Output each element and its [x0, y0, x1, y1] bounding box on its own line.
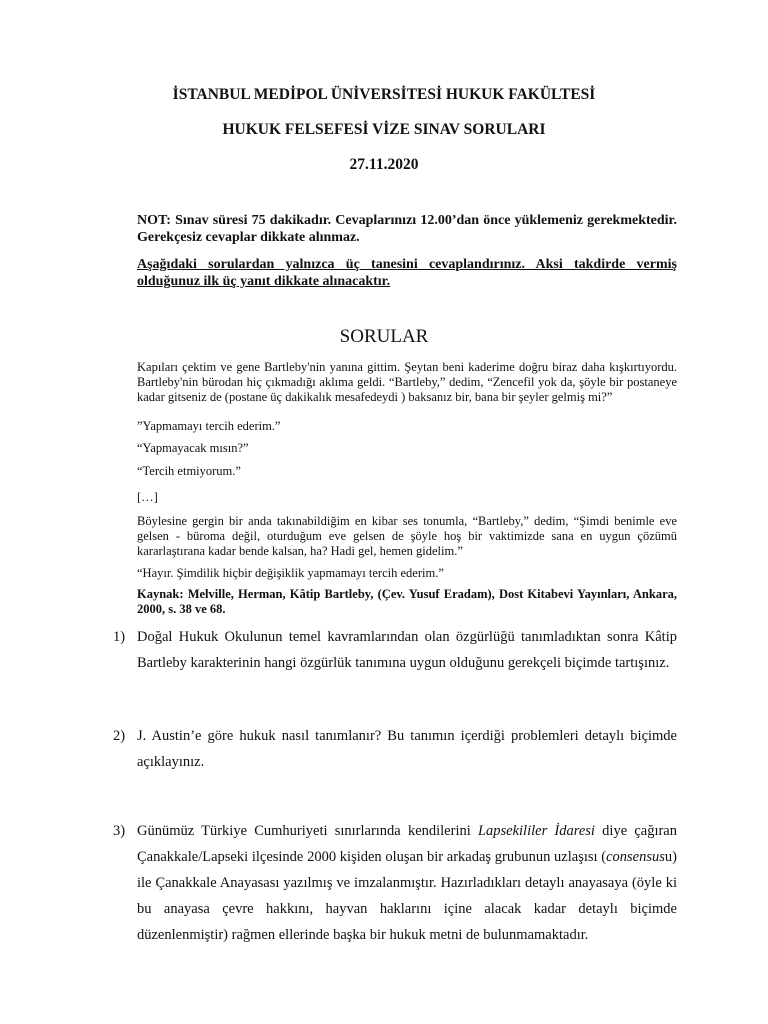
question-number: 1): [113, 629, 126, 645]
question-text: Doğal Hukuk Okulunun temel kavramlarından olan özgürlüğü tanımladıktan sonra Kâtip Bartleby karakterinin hangi özgürlük tanımına uygun olduğunu gerekçeli biçimde tartışınız.: [137, 629, 677, 671]
quote-paragraph: Kapıları çektim ve gene Bartleby'nin yanına gittim. Şeytan beni kaderime doğru biraz daha kışkırtıyordu. Bartleby'nin bürodan hiç çıkmadığı aklıma geldi. “Bartleby,” dedim, “Zencefil yok da, şöyle bir postaneye kadar gitseniz de (postane üç dakikalık mesafedeydi ) baksanız bir, bana bir şeyler gelmiş mi?”: [137, 360, 677, 404]
university-title: İSTANBUL MEDİPOL ÜNİVERSİTESİ HUKUK FAKÜLTESİ: [172, 86, 596, 103]
exam-title: HUKUK FELSEFESİ VİZE SINAV SORULARI: [222, 121, 546, 138]
question-text-part: diye çağıran Çanakkale/Lapseki ilçesinde 2000 kişiden oluşan bir arkadaş grubunun uzlaşısı (: [137, 823, 677, 865]
quote-dialogue: ”Yapmamayı tercih ederim.”: [137, 419, 281, 433]
question-text-part: Günümüz Türkiye Cumhuriyeti sınırlarında kendilerini: [137, 823, 478, 839]
question-text-part: u) ile Çanakkale Anayasası yazılmış ve imzalanmıştır. Hazırladıkları detaylı anayasaya (öyle ki bu anayasa çevre hakkını, hayvan haklarını içine alacak kadar detaylı biçimde düzenlenmiştir) rağmen ellerinde başka bir hukuk metni de bulunmamaktadır.: [137, 849, 677, 943]
exam-note: NOT: Sınav süresi 75 dakikadır. Cevaplarınızı 12.00’dan önce yüklemeniz gerekmektedir. Gerekçesiz cevaplar dikkate alınmaz.: [137, 213, 677, 245]
question-italic-term: consensus: [606, 849, 665, 865]
question-text: J. Austin’e göre hukuk nasıl tanımlanır? Bu tanımın içerdiği problemleri detaylı biçimde açıklayınız.: [137, 728, 677, 770]
question-number: 2): [113, 728, 126, 744]
section-title: SORULAR: [339, 326, 429, 347]
quote-ellipsis: […]: [137, 490, 158, 504]
quote-paragraph: Böylesine gergin bir anda takınabildiğim en kibar ses tonumla, “Bartleby,” dedim, “Şimdi benimle eve gelsen - büroma değil, oturduğum eve gelsen de şöyle hoş bir vaktimizde sana en uygun çözümü kararlaştırana kadar bende kalsan, ha? Hadi gel, hemen gidelim.”: [137, 514, 677, 558]
quote-dialogue: “Hayır. Şimdilik hiçbir değişiklik yapmamayı tercih ederim.”: [137, 566, 444, 580]
question-italic-term: Lapsekililer İdaresi: [477, 823, 595, 839]
question-text: [137, 818, 677, 948]
exam-date: 27.11.2020: [349, 156, 419, 173]
quote-dialogue: “Yapmayacak mısın?”: [137, 441, 249, 455]
exam-instruction: Aşağıdaki sorulardan yalnızca üç tanesini cevaplandırınız. Aksi takdirde vermiş olduğunuz ilk üç yanıt dikkate alınacaktır.: [137, 257, 677, 289]
quote-dialogue: “Tercih etmiyorum.”: [137, 464, 241, 478]
question-number: 3): [113, 823, 126, 839]
quote-source: Kaynak: Melville, Herman, Kâtip Bartleby, (Çev. Yusuf Eradam), Dost Kitabevi Yayınları, Ankara, 2000, s. 38 ve 68.: [137, 587, 677, 616]
